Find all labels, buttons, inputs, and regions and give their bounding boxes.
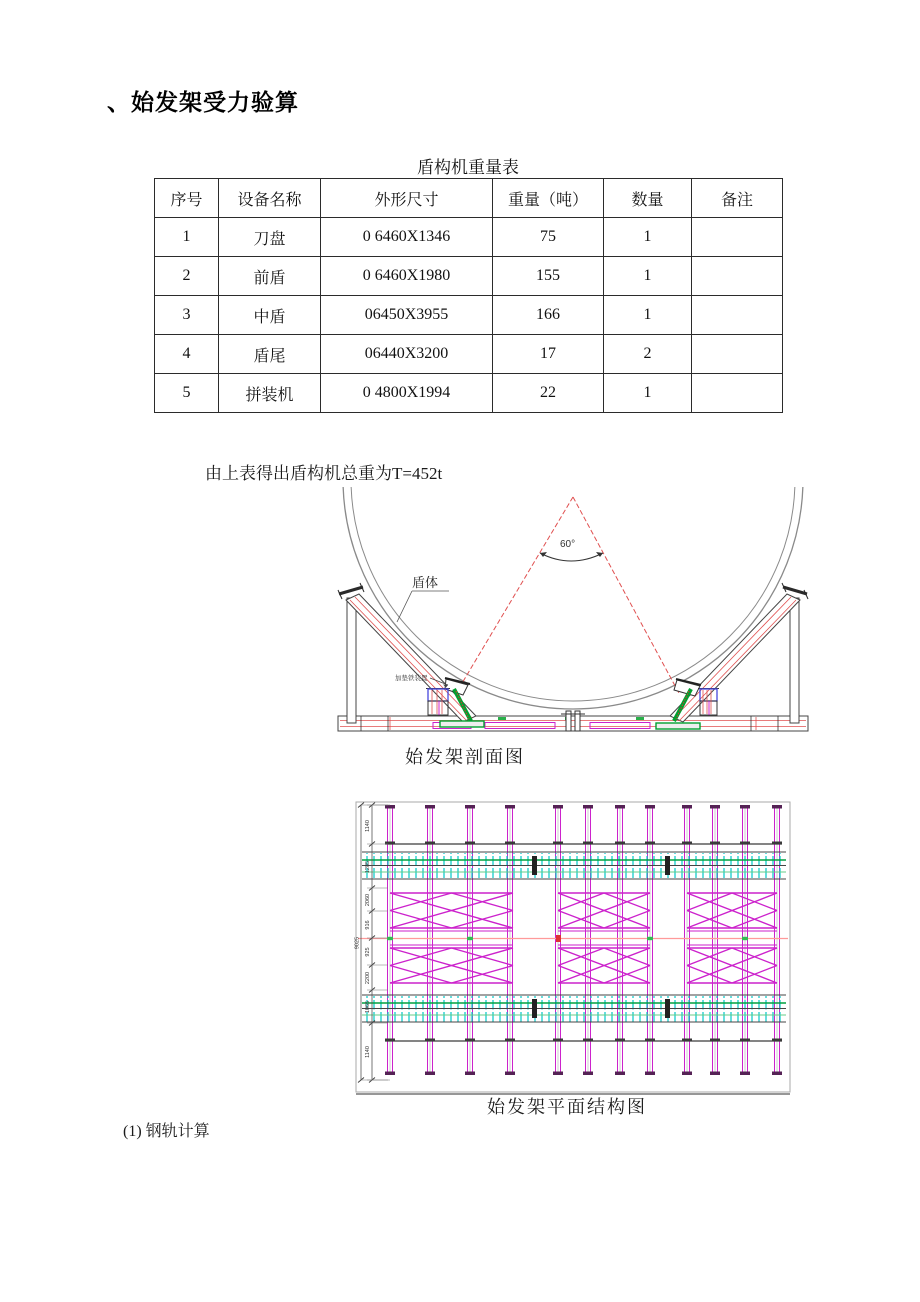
device-label: 加垫铁装置: [395, 675, 428, 682]
table-header-cell: 序号: [155, 179, 219, 218]
table-row: [155, 335, 783, 374]
table-cell: 17: [493, 335, 604, 374]
table-cell: 1: [604, 257, 692, 296]
table-cell: 1: [604, 218, 692, 257]
plan-diagram-caption: 始发架平面结构图: [487, 1097, 647, 1117]
left-support-frame: [338, 583, 476, 723]
section-diagram-caption: 始发架剖面图: [405, 747, 525, 767]
table-cell: 3: [155, 296, 219, 335]
table-header-cell: 设备名称: [219, 179, 321, 218]
right-support-frame: [670, 583, 808, 723]
table-cell: 0 4800X1994: [321, 374, 493, 413]
dim-label: 1140: [365, 820, 371, 832]
plan-diagram-svg: [350, 795, 795, 1097]
base-beam: [338, 711, 808, 731]
table-header-cell: 重量（吨）: [493, 179, 604, 218]
table-cell: 前盾: [219, 257, 321, 296]
table-cell: 06450X3955: [321, 296, 493, 335]
dim-label: 1285: [365, 860, 371, 874]
table-cell: 中盾: [219, 296, 321, 335]
table-cell: 盾尾: [219, 335, 321, 374]
table-cell: 2: [604, 335, 692, 374]
angle-label: 60°: [560, 539, 576, 550]
shield-body-label: 盾体: [412, 575, 439, 590]
table-cell: 0 6460X1980: [321, 257, 493, 296]
shield-label-leader: [397, 591, 449, 622]
table-header-cell: 数量: [604, 179, 692, 218]
table-header-row: [155, 179, 783, 218]
table-row: [155, 257, 783, 296]
table-cell: 1: [604, 296, 692, 335]
table-cell: 22: [493, 374, 604, 413]
shield-weight-table: [154, 178, 783, 413]
table-header-cell: 备注: [692, 179, 783, 218]
table-cell: 166: [493, 296, 604, 335]
dim-label: 925: [365, 947, 371, 957]
table-cell: 4: [155, 335, 219, 374]
dim-label: 1140: [365, 1046, 371, 1058]
table-cell: 1: [604, 374, 692, 413]
plan-structure: [358, 803, 788, 1083]
plan-border: [356, 802, 790, 1092]
table-cell: [692, 218, 783, 257]
total-dim-label: 9025: [354, 936, 361, 950]
dim-label: 2200: [365, 971, 371, 985]
table-cell: 75: [493, 218, 604, 257]
table-cell: [692, 257, 783, 296]
table-cell: [692, 296, 783, 335]
table-cell: [692, 335, 783, 374]
table-cell: 刀盘: [219, 218, 321, 257]
page-title: 、始发架受力验算: [107, 89, 299, 115]
dim-label: 2060: [365, 893, 371, 907]
table-row: [155, 374, 783, 413]
table-row: [155, 296, 783, 335]
table-cell: 155: [493, 257, 604, 296]
total-weight-text: 由上表得出盾构机总重为T=452t: [205, 464, 443, 483]
angle-construction-lines: [455, 497, 680, 695]
table-header-cell: 外形尺寸: [321, 179, 493, 218]
table-row: [155, 218, 783, 257]
table-cell: 1: [155, 218, 219, 257]
section-diagram-svg: [333, 483, 813, 753]
table-cell: 06440X3200: [321, 335, 493, 374]
dim-label: 916: [365, 920, 371, 930]
table-cell: [692, 374, 783, 413]
table-title: 盾构机重量表: [417, 158, 519, 177]
table-cell: 拼装机: [219, 374, 321, 413]
rail-calc-item: (1) 钢轨计算: [123, 1123, 210, 1140]
dim-label: 1065: [365, 1000, 371, 1014]
table-cell: 2: [155, 257, 219, 296]
table-cell: 5: [155, 374, 219, 413]
table-cell: 0 6460X1346: [321, 218, 493, 257]
